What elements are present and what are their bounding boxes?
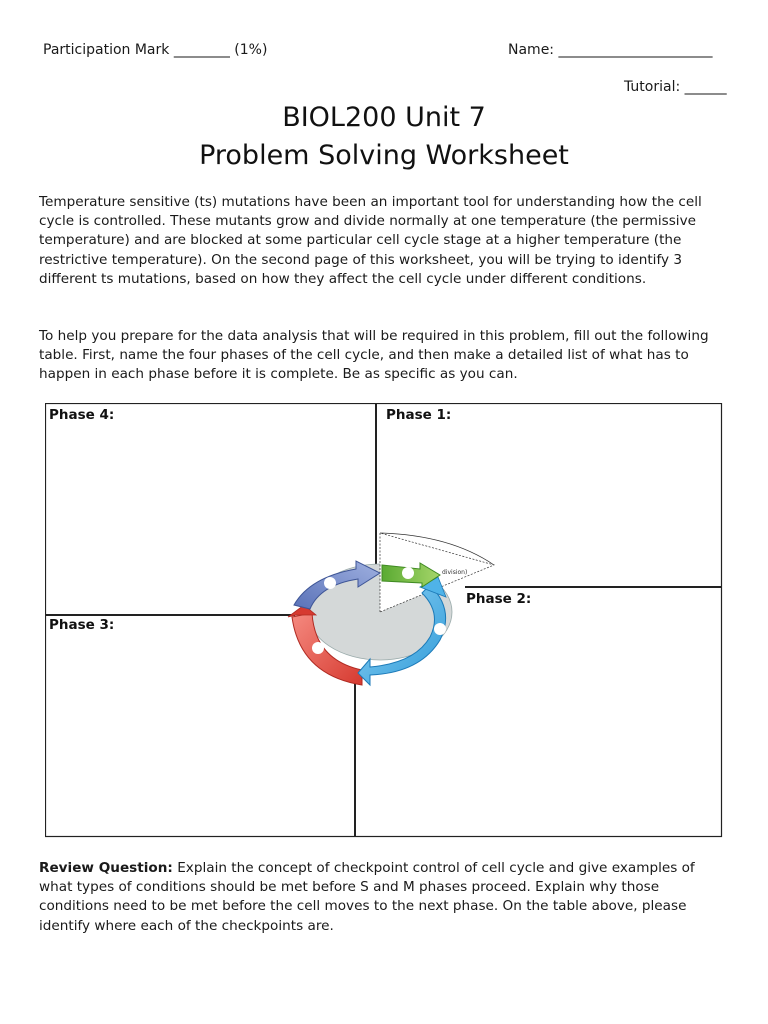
checkpoint-dot-green xyxy=(402,567,414,579)
phase-1-label: Phase 1: xyxy=(386,407,452,423)
cell-cycle-diagram xyxy=(280,525,500,690)
phase-4-label: Phase 4: xyxy=(49,407,115,423)
intro-paragraph-2: To help you prepare for the data analysis that will be required in this problem, fill out the following table. First, name the four phases of the cell cycle, and then make a detailed list of what has to happen in each phase before it is complete. Be as specific as you can. xyxy=(39,328,709,383)
worksheet-title-line1: BIOL200 Unit 7 xyxy=(282,102,486,133)
tutorial-field: Tutorial: ______ xyxy=(624,79,727,95)
participation-mark: Participation Mark ________ (1%) xyxy=(43,42,268,58)
checkpoint-dot-red xyxy=(312,642,324,654)
checkpoint-dot-blue xyxy=(434,623,446,635)
name-field: Name: ______________________ xyxy=(508,42,713,58)
review-question-text: Explain the concept of checkpoint control of cell cycle and give examples of what types of conditions should be met before S and M phases proceed. Explain why those conditions need to be met before the cell moves to the next phase. On the table above, please identify where each of the checkpoints are. xyxy=(39,860,695,934)
phase-2-label: Phase 2: xyxy=(466,591,532,607)
review-question-label: Review Question: xyxy=(39,860,173,876)
phase-3-label: Phase 3: xyxy=(49,617,115,633)
division-label: division) xyxy=(442,569,468,576)
intro-paragraph-1: Temperature sensitive (ts) mutations have been an important tool for understanding how the cell cycle is controlled. These mutants grow and divide normally at one temperature (the permissive temperature) and are blocked at some particular cell cycle stage at a higher temperature (the restrictive temperature). On the second page of this worksheet, you will be trying to identify 3 different ts mutations, based on how they affect the cell cycle under different conditions. xyxy=(39,194,702,287)
review-question xyxy=(39,859,729,936)
worksheet-title-line2: Problem Solving Worksheet xyxy=(199,140,569,171)
checkpoint-dot-purple xyxy=(324,577,336,589)
